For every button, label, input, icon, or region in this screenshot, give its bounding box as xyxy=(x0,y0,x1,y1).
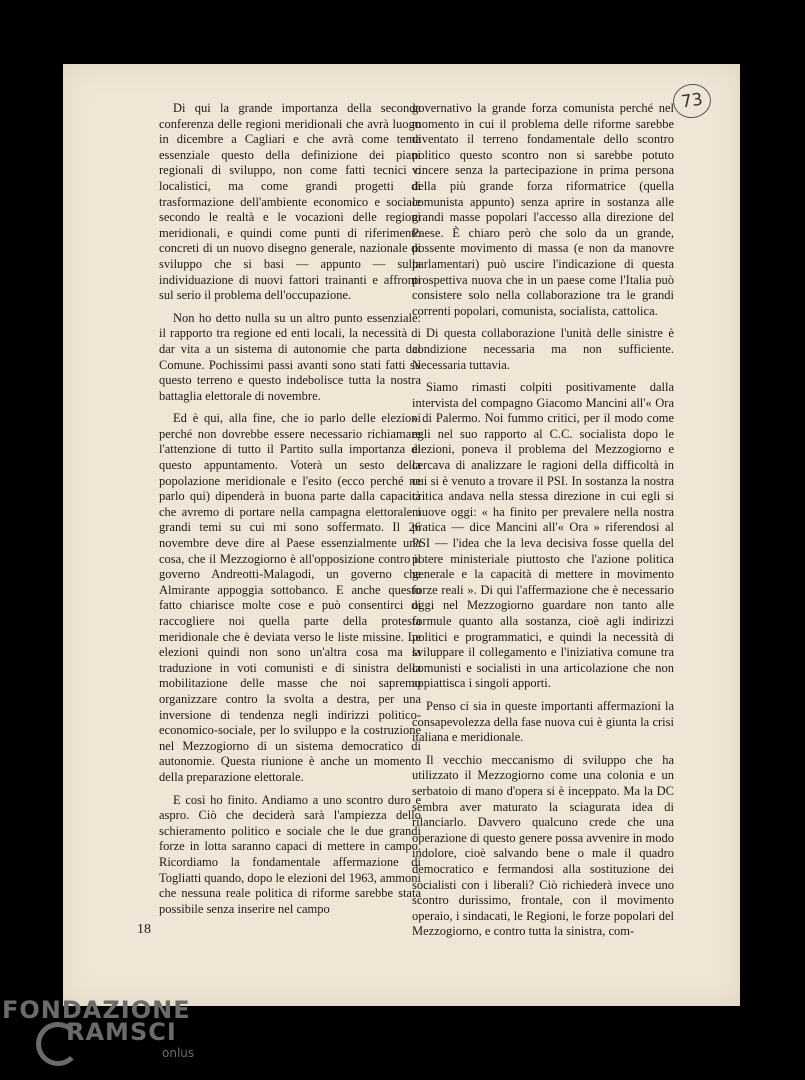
paragraph: Il vecchio meccanismo di sviluppo che ha utilizzato il Mezzogiorno come una colonia e un serbatoio di mano d'opera si è inceppato. Ma la DC sembra aver maturato la sciagurata idea di rilanciarlo. Davvero qualcuno crede che una operazione di questo genere possa avvenire in modo indolore, cioè salvando bene o male il quadro democratico e fermandosi alla sostituzione dei socialisti con i liberali? Ciò richiederà invece uno scontro durissimo, frontale, con il movimento operaio, i sindacati, le Regioni, le forze popolari del Mezzogiorno, e contro tutta la sinistra, com- xyxy=(412,752,674,939)
paragraph: governativo la grande forza comunista perché nel momento in cui il problema delle riforme sarebbe diventato il terreno fondamentale dello scontro politico questo scontro non si sarebbe potuto vincere senza la partecipazione in prima persona della più grande forza riformatrice (quella comunista appunto) senza aprire in sostanza alle grandi masse popolari l'accesso alla direzione del Paese. È chiaro però che solo da un grande, possente movimento di massa (e non da manovre parlamentari) può uscire l'indicazione di questa prospettiva nuova che in un paese come l'Italia può consistere solo nella collaborazione tra le grandi correnti popolari, comunista, socialista, cattolica. xyxy=(412,101,674,318)
watermark-onlus: onlus xyxy=(162,1046,195,1060)
right-column xyxy=(412,101,674,947)
watermark-subtitle: RAMSCI xyxy=(66,1018,177,1046)
paragraph: Ed è qui, alla fine, che io parlo delle elezioni perché non dovrebbe essere necessario richiamare l'attenzione di tutto il Partito sulla importanza di questo appuntamento. Voterà un sesto della popolazione meridionale e l'esito (ecco perché ne parlo qui) dipenderà in buona parte dalla capacità che avremo di portare nella campagna elettorale i grandi temi su cui mi sono soffermato. Il 26 novembre deve dire al Paese essenzialmente una cosa, che il Mezzogiorno è all'opposizione contro il governo Andreotti-Malagodi, un governo che Almirante appoggia sottobanco. E anche questo fatto chiarisce molte cose e può consentirci di raccogliere noi quella parte della protesta meridionale che è deviata verso le liste missine. Le elezioni quindi non sono un'altra cosa ma la traduzione in voti comunisti e di sinistra della mobilitazione delle masse che noi sapremo organizzare contro la svolta a destra, per una inversione di tendenza negli indirizzi politico-economico-sociale, per lo sviluppo e la costruzione nel Mezzogiorno di un sistema democratico di autonomie. Questa riunione è anche un momento della preparazione elettorale. xyxy=(159,411,421,784)
archive-page-stamp: 73 xyxy=(671,82,713,121)
page-number: 18 xyxy=(137,922,151,937)
paragraph: Non ho detto nulla su un altro punto essenziale: il rapporto tra regione ed enti locali, la necessità di dar vita a un sistema di autonomie che parta dal Comune. Pochissimi passi avanti sono stati fatti su questo terreno e questo indebolisce tutta la nostra battaglia elettorale di novembre. xyxy=(159,310,421,403)
paragraph: Penso ci sia in queste importanti affermazioni la consapevolezza della fase nuova cui è giunta la crisi italiana e meridionale. xyxy=(412,698,674,745)
paragraph: Siamo rimasti colpiti positivamente dalla intervista del compagno Giacomo Mancini all'« Ora » di Palermo. Noi fummo critici, per il modo come egli nel suo rapporto al C.C. socialista dopo le elezioni, poneva il problema del Mezzogiorno e cercava di analizzare le ragioni della difficoltà in cui si è venuto a trovare il PSI. In sostanza la nostra critica andava nella stessa direzione in cui egli si muove oggi: « ha finito per prevalere nella nostra pratica — dice Mancini all'« Ora » riferendosi al PSI — l'idea che la leva decisiva fosse quella del potere ministeriale piuttosto che l'azione politica generale e la capacità di mettere in movimento forze reali ». Di qui l'affermazione che è necessario oggi nel Mezzogiorno guardare non tanto alle formule quanto alla sostanza, cioè agli indirizzi politici e programmatici, e quindi la necessità di sviluppare il collegamento e l'iniziativa comune tra comunisti e socialisti in una articolazione che non appiattisca i singoli apporti. xyxy=(412,380,674,691)
paragraph: Di questa collaborazione l'unità delle sinistre è condizione necessaria ma non sufficiente. Necessaria tuttavia. xyxy=(412,326,674,372)
fondazione-gramsci-watermark xyxy=(2,990,222,1070)
paragraph: E così ho finito. Andiamo a uno scontro duro e aspro. Ciò che deciderà sarà l'ampiezza dello schieramento politico e sociale che le due grandi forze in lotta saranno capaci di mettere in campo. Ricordiamo la fondamentale affermazione di Togliatti quando, dopo le elezioni del 1963, ammonì che nessuna reale politica di riforme sarebbe stata possibile senza inserire nel campo xyxy=(159,792,421,916)
paragraph: Di qui la grande importanza della seconda conferenza delle regioni meridionali che avrà luogo in dicembre a Cagliari e che avrà come tema essenziale questo della definizione dei piani regionali di sviluppo, non come fatti tecnici o localistici, ma come grandi progetti di trasformazione dell'ambiente economico e sociale secondo le realtà e le vocazioni delle regioni meridionali, e quindi come punti di riferimento concreti di un nuovo disegno generale, nazionale di sviluppo che si basi — appunto — sulla individuazione di nuovi fattori trainanti e affronti sul serio il problema dell'occupazione. xyxy=(159,101,421,303)
watermark-title: FONDAZIONE xyxy=(2,996,191,1024)
left-column xyxy=(159,101,421,924)
